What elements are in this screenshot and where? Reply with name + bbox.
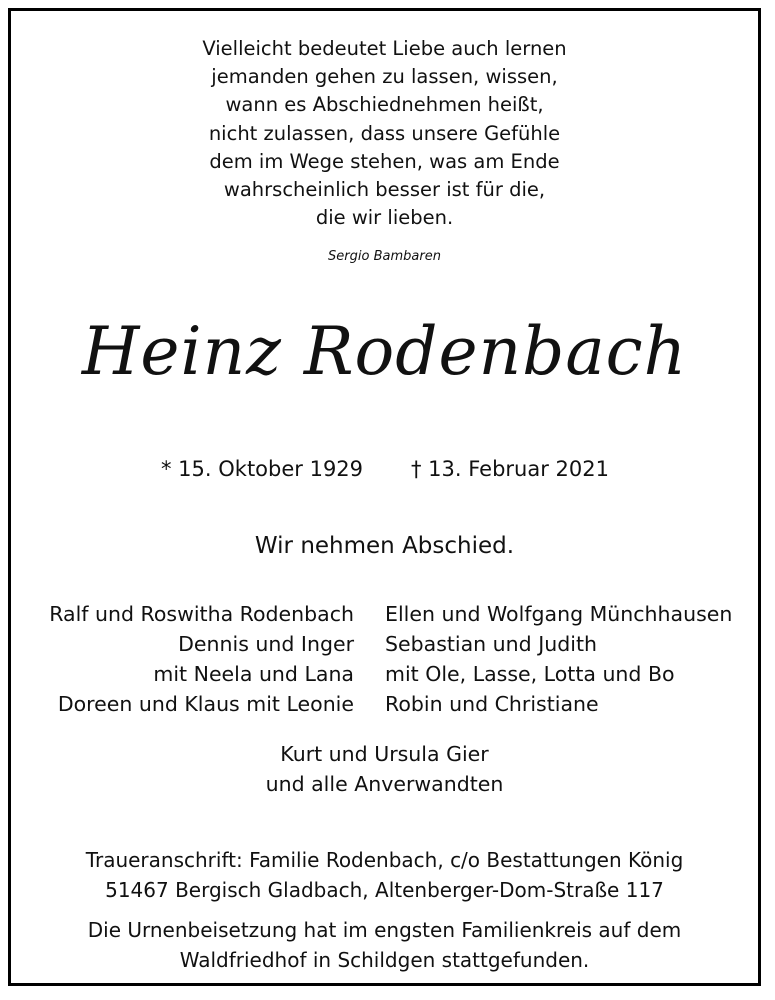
address-line: Traueranschrift: Familie Rodenbach, c/o Bestattungen König: [85, 848, 684, 872]
address-line: 51467 Bergisch Gladbach, Altenberger-Dom-Straße 117: [105, 878, 664, 902]
mourner-entry: Dennis und Inger: [178, 632, 354, 656]
birth-date: * 15. Oktober 1929: [161, 457, 364, 481]
mourner-entry: Kurt und Ursula Gier: [280, 742, 489, 766]
family-list-center: [11, 739, 758, 799]
mourner-entry: Doreen und Klaus mit Leonie: [57, 692, 354, 716]
death-date: † 13. Februar 2021: [411, 457, 609, 481]
mourning-address: [11, 845, 758, 905]
mourner-entry: Sebastian und Judith: [385, 632, 597, 656]
family-list-right: [385, 599, 732, 719]
mourner-entry: mit Neela und Lana: [153, 662, 354, 686]
poem-line: dem im Wege stehen, was am Ende: [209, 149, 560, 173]
deceased-name: Heinz Rodenbach: [81, 313, 688, 390]
poem-line: wahrscheinlich besser ist für die,: [223, 178, 546, 202]
burial-line: Waldfriedhof in Schildgen stattgefunden.: [179, 948, 590, 972]
family-list-left: [49, 599, 354, 719]
burial-line: Die Urnenbeisetzung hat im engsten Familienkreis auf dem: [87, 918, 682, 942]
poem-line: jemanden gehen zu lassen, wissen,: [211, 65, 558, 89]
poem-line: nicht zulassen, dass unsere Gefühle: [208, 121, 561, 145]
mourner-entry: Ralf und Roswitha Rodenbach: [49, 602, 354, 626]
mourner-entry: und alle Anverwandten: [265, 772, 504, 796]
mourner-entry: Ellen und Wolfgang Münchhausen: [385, 602, 733, 626]
poem-author: Sergio Bambaren: [328, 249, 441, 264]
burial-notice: [11, 915, 758, 975]
mourner-entry: mit Ole, Lasse, Lotta und Bo: [385, 662, 675, 686]
poem: [11, 35, 758, 232]
obituary-card: [8, 8, 761, 986]
poem-line: wann es Abschiednehmen heißt,: [225, 93, 544, 117]
poem-line: Vielleicht bedeutet Liebe auch lernen: [202, 37, 567, 60]
mourner-entry: Robin und Christiane: [385, 692, 599, 716]
farewell-heading: Wir nehmen Abschied.: [254, 533, 515, 559]
poem-line: die wir lieben.: [315, 206, 454, 230]
